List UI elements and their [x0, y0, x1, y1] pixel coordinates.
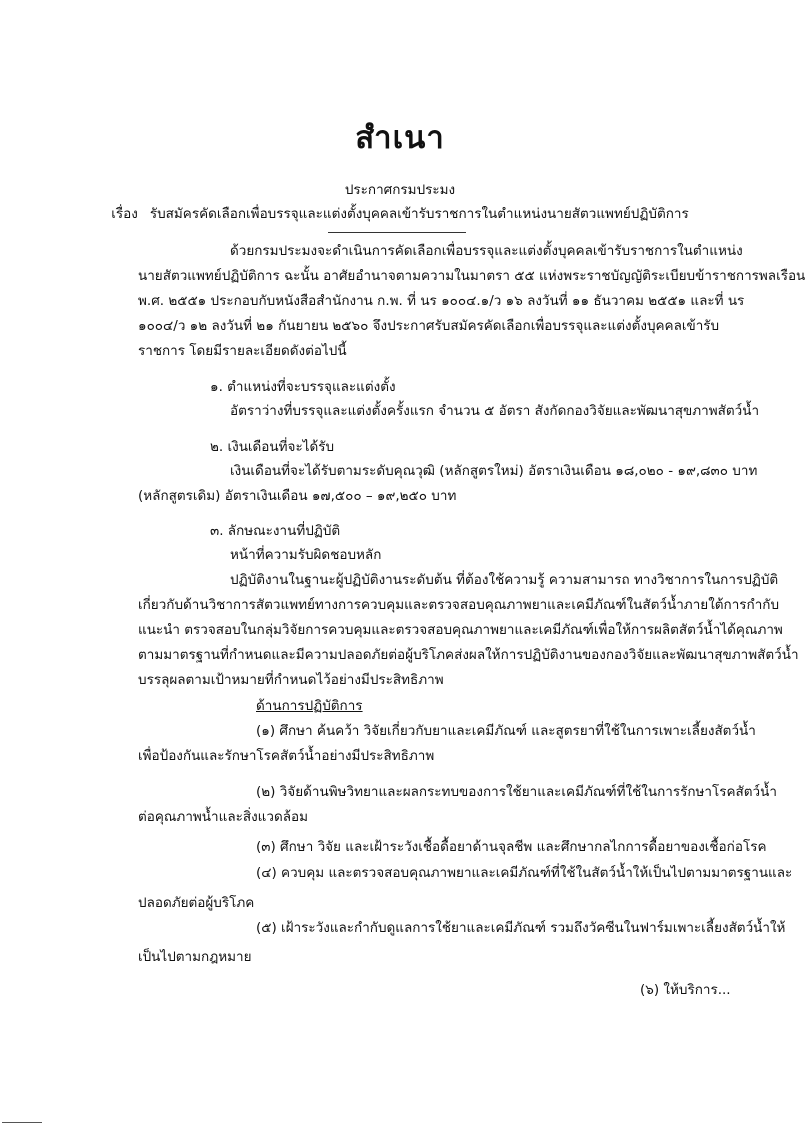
- duty-item-continuation: เพื่อป้องกันและรักษาโรคสัตว์น้ำอย่างมีประสิทธิภาพ: [138, 748, 435, 764]
- corner-mark: [2, 1122, 42, 1123]
- title-divider: [328, 232, 466, 233]
- section-3-body-line: แนะนำ ตรวจสอบในกลุ่มวิจัยการควบคุมและตรวจสอบคุณภาพยาและเคมีภัณฑ์เพื่อให้การผลิตสัตว์น้ำได้คุณภาพ: [138, 622, 783, 638]
- duty-item: (๓) ศึกษา วิจัย และเฝ้าระวังเชื้อดื้อยาด้านจุลชีพ และศึกษากลไกการดื้อยาของเชื้อก่อโรค: [256, 839, 767, 855]
- section-3-body-line: ปฏิบัติงานในฐานะผู้ปฏิบัติงานระดับต้น ที่ต้องใช้ความรู้ ความสามารถ ทางวิชาการในการปฏิบัติ: [230, 572, 779, 588]
- section-2-line: เงินเดือนที่จะได้รับตามระดับคุณวุฒิ (หลักสูตรใหม่) อัตราเงินเดือน ๑๘,๐๒๐ - ๑๙,๘๓๐ บาท: [230, 463, 758, 479]
- intro-line: นายสัตวแพทย์ปฏิบัติการ ฉะนั้น อาศัยอำนาจตามความในมาตรา ๕๕ แห่งพระราชบัญญัติระเบียบข้าราชการพลเรือน: [138, 268, 805, 284]
- announcement-subject: [0, 202, 800, 224]
- announcement-title: ประกาศกรมประมง: [344, 182, 456, 198]
- intro-line: ๑๐๐๔/ว ๑๒ ลงวันที่ ๒๑ กันยายน ๒๕๖๐ จึงประกาศรับสมัครคัดเลือกเพื่อบรรจุและแต่งตั้งบุคคลเข้ารับ: [138, 318, 720, 334]
- duty-item-continuation: เป็นไปตามกฎหมาย: [138, 949, 252, 965]
- section-3-body-line: เกี่ยวกับด้านวิชาการสัตวแพทย์ทางการควบคุมและตรวจสอบคุณภาพยาและเคมีภัณฑ์ในสัตว์น้ำภายใต้การกำกับ: [138, 597, 780, 613]
- intro-line: พ.ศ. ๒๕๕๑ ประกอบกับหนังสือสำนักงาน ก.พ. ที่ นร ๑๐๐๔.๑/ว ๑๖ ลงวันที่ ๑๑ ธันวาคม ๒๕๕๑ และที่ นร: [138, 293, 745, 309]
- page-continuation: (๖) ให้บริการ...: [640, 982, 731, 998]
- duty-item-continuation: ปลอดภัยต่อผู้บริโภค: [138, 895, 255, 911]
- operations-heading: ด้านการปฏิบัติการ: [256, 698, 363, 714]
- section-2-line: (หลักสูตรเดิม) อัตราเงินเดือน ๑๗,๕๐๐ – ๑๙,๒๕๐ บาท: [138, 488, 457, 504]
- section-3-body-line: ตามมาตรฐานที่กำหนดและมีความปลอดภัยต่อผู้บริโภคส่งผลให้การปฏิบัติงานของกองวิจัยและพัฒนาสุขภาพสัตว์น้ำ: [138, 647, 799, 663]
- duty-item: (๔) ควบคุม และตรวจสอบคุณภาพยาและเคมีภัณฑ์ที่ใช้ในสัตว์น้ำให้เป็นไปตามมาตรฐานและ: [256, 865, 793, 881]
- duty-item: (๕) เฝ้าระวังและกำกับดูแลการใช้ยาและเคมีภัณฑ์ รวมถึงวัคซีนในฟาร์มเพาะเลี้ยงสัตว์น้ำให้: [256, 920, 786, 936]
- duty-item: (๒) วิจัยด้านพิษวิทยาและผลกระทบของการใช้ยาและเคมีภัณฑ์ที่ใช้ในการรักษาโรคสัตว์น้ำ: [256, 784, 777, 800]
- duty-item: (๑) ศึกษา ค้นคว้า วิจัยเกี่ยวกับยาและเคมีภัณฑ์ และสูตรยาที่ใช้ในการเพาะเลี้ยงสัตว์น้ำ: [256, 723, 756, 739]
- section-2-heading: ๒. เงินเดือนที่จะได้รับ: [210, 439, 335, 455]
- intro-line: ราชการ โดยมีรายละเอียดดังต่อไปนี้: [138, 343, 347, 359]
- subject-text: รับสมัครคัดเลือกเพื่อบรรจุและแต่งตั้งบุคคลเข้ารับราชการในตำแหน่งนายสัตวแพทย์ปฏิบัติการ: [149, 206, 689, 222]
- section-1-body: อัตราว่างที่บรรจุและแต่งตั้งครั้งแรก จำนวน ๕ อัตรา สังกัดกองวิจัยและพัฒนาสุขภาพสัตว์น้ำ: [230, 403, 760, 419]
- section-3-body-line: บรรลุผลตามเป้าหมายที่กำหนดไว้อย่างมีประสิทธิภาพ: [138, 672, 444, 688]
- intro-line: ด้วยกรมประมงจะดำเนินการคัดเลือกเพื่อบรรจุและแต่งตั้งบุคคลเข้ารับราชการในตำแหน่ง: [230, 243, 743, 259]
- section-1-heading: ๑. ตำแหน่งที่จะบรรจุและแต่งตั้ง: [210, 379, 396, 395]
- subject-label: เรื่อง: [111, 206, 138, 222]
- section-3-heading: ๓. ลักษณะงานที่ปฏิบัติ: [210, 523, 341, 539]
- section-3-subheading: หน้าที่ความรับผิดชอบหลัก: [230, 547, 382, 563]
- copy-stamp: สำเนา: [355, 120, 445, 156]
- duty-item-continuation: ต่อคุณภาพน้ำและสิ่งแวดล้อม: [138, 809, 309, 825]
